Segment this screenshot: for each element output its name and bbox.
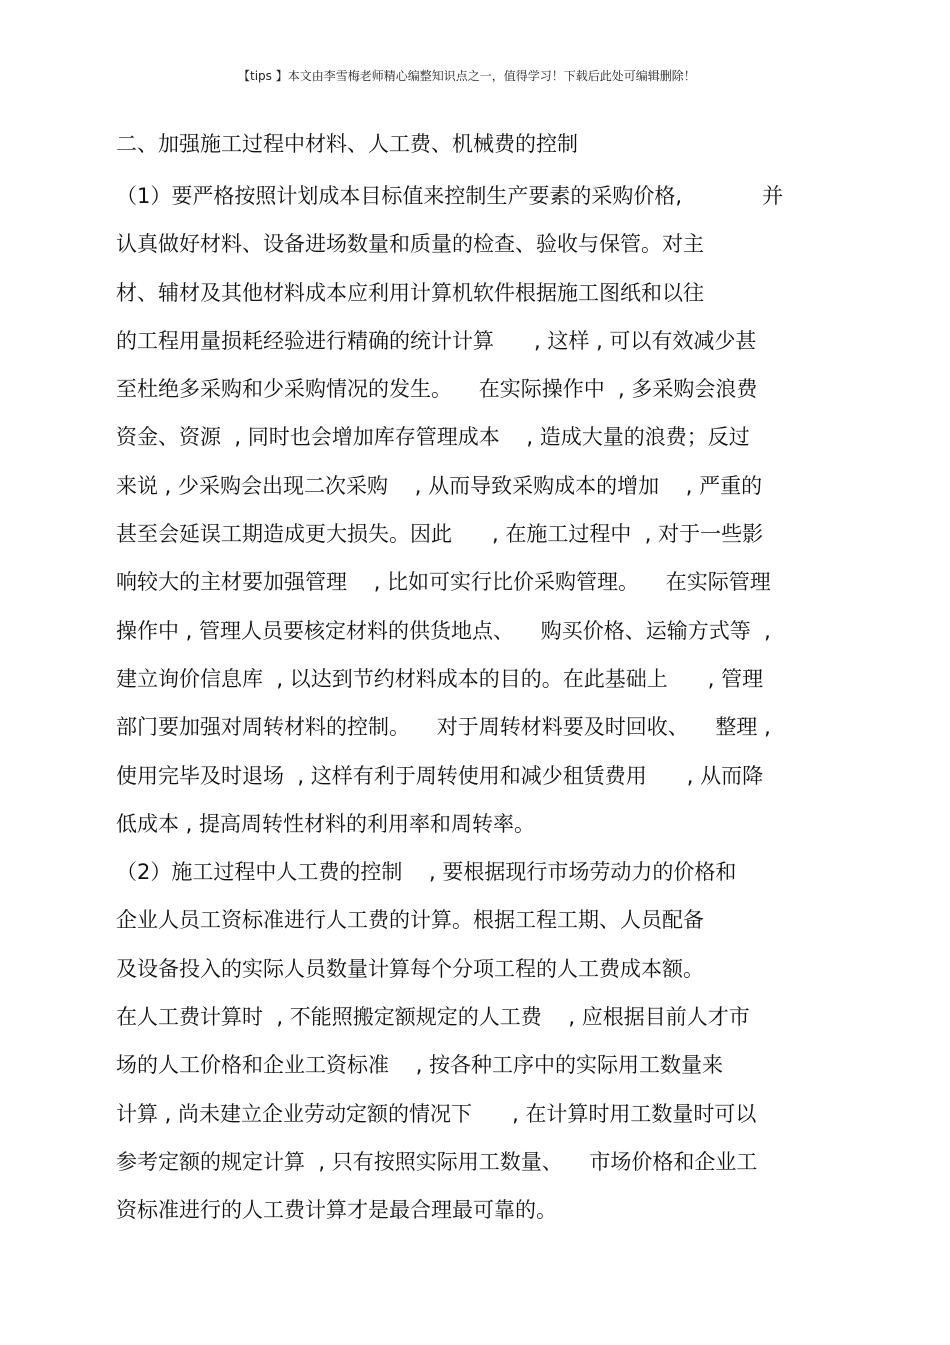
- body-line: 认真做好材料、设备进场数量和质量的检查、验收与保管。对主: [116, 232, 704, 257]
- body-line: 响较大的主材要加强管理 , 比如可实行比价采购管理。 在实际管理: [116, 570, 771, 595]
- body-line: （2）施工过程中人工费的控制 , 要根据现行市场劳动力的价格和: [116, 860, 737, 885]
- body-line: 材、辅材及其他材料成本应利用计算机软件根据施工图纸和以往: [116, 280, 704, 305]
- body-line: （1）要严格按照计划成本目标值来控制生产要素的采购价格, 并: [116, 184, 784, 208]
- body-line: 计算 , 尚未建立企业劳动定额的情况下 , 在计算时用工数量时可以: [116, 1101, 757, 1126]
- body-line: 及设备投入的实际人员数量计算每个分项工程的人工费成本额。: [116, 956, 704, 981]
- body-line: 部门要加强对周转材料的控制。 对于周转材料要及时回收、 整理 ,: [116, 715, 771, 740]
- body-line: 来说 , 少采购会出现二次采购 , 从而导致采购成本的增加 , 严重的: [116, 473, 763, 498]
- body-line: 使用完毕及时退场 , 这样有利于周转使用和减少租赁费用 , 从而降: [116, 763, 764, 788]
- section-heading: 二、加强施工过程中材料、人工费、机械费的控制: [116, 132, 578, 156]
- body-line: 参考定额的规定计算 , 只有按照实际用工数量、 市场价格和企业工: [116, 1149, 758, 1174]
- body-line: 资金、资源 , 同时也会增加库存管理成本 , 造成大量的浪费；反过: [116, 425, 750, 450]
- header-tips-note: 【tips 】本文由李雪梅老师精心编整知识点之一，值得学习！下载后此处可编辑删除！: [238, 69, 696, 83]
- section-body: [116, 182, 856, 1245]
- body-line: 建立询价信息库 , 以达到节约材料成本的目的。在此基础上 , 管理: [116, 666, 764, 691]
- body-line: 至杜绝多采购和少采购情况的发生。 在实际操作中 , 多采购会浪费: [116, 377, 758, 402]
- body-line: 低成本 , 提高周转性材料的利用率和周转率。: [116, 811, 536, 836]
- body-line: 的工程用量损耗经验进行精确的统计计算 , 这样 , 可以有效减少甚: [116, 328, 757, 353]
- body-line: 操作中 , 管理人员要核定材料的供货地点、 购买价格、运输方式等 ,: [116, 618, 771, 643]
- body-line: 甚至会延误工期造成更大损失。因此 , 在施工过程中 , 对于一些影: [116, 522, 764, 547]
- body-line: 场的人工价格和企业工资标准 , 按各种工序中的实际用工数量来: [116, 1053, 724, 1078]
- body-line: 企业人员工资标准进行人工费的计算。根据工程工期、人员配备: [116, 908, 704, 933]
- body-line: 在人工费计算时 , 不能照搬定额规定的人工费 , 应根据目前人才市: [116, 1005, 750, 1030]
- body-line: 资标准进行的人工费计算才是最合理最可靠的。: [116, 1198, 557, 1223]
